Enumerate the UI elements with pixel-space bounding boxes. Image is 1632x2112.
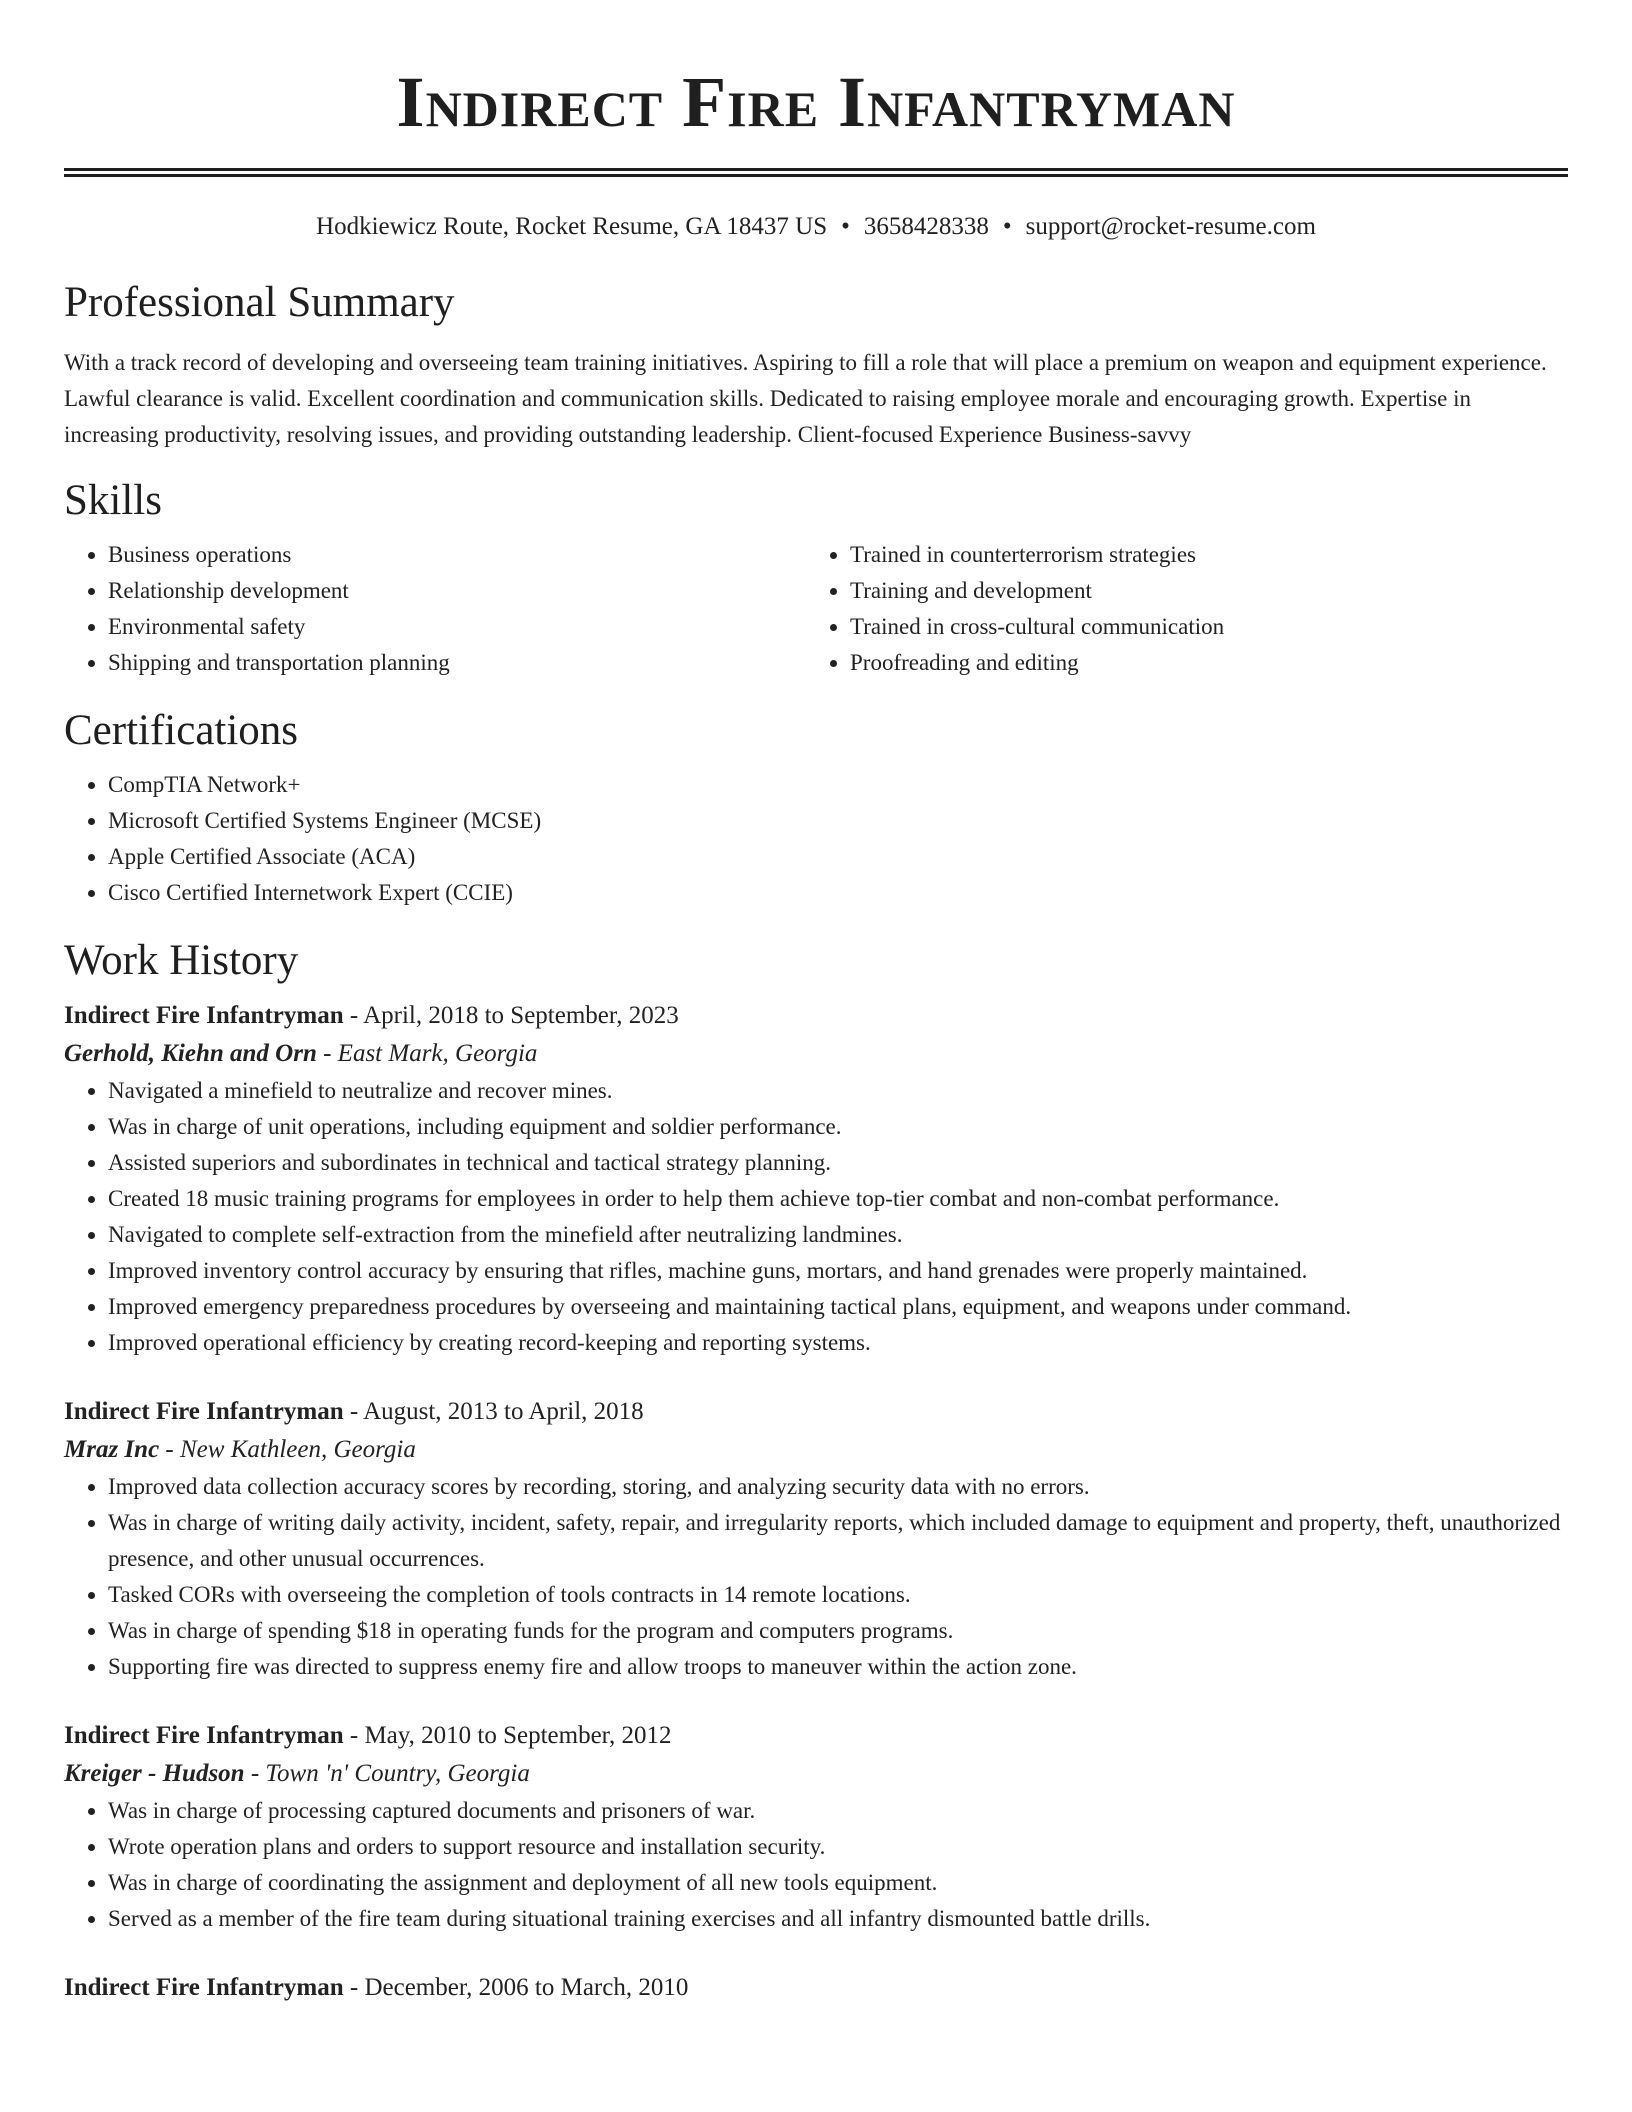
job-duty: • Improved operational efficiency by creating record-keeping and reporting systems. bbox=[108, 1325, 1568, 1361]
skills-column-right bbox=[806, 537, 1548, 681]
job-duties-list bbox=[64, 1073, 1568, 1361]
skills-list-right bbox=[806, 537, 1548, 681]
skill-item: • Environmental safety bbox=[108, 609, 806, 645]
contact-separator: • bbox=[841, 213, 850, 240]
job-location: - Town 'n' Country, Georgia bbox=[244, 1760, 530, 1787]
job-duty: • Navigated a minefield to neutralize and recover mines. bbox=[108, 1073, 1568, 1109]
certifications-heading: Certifications bbox=[64, 707, 299, 754]
skill-item: • Business operations bbox=[108, 537, 806, 573]
skills-list-left bbox=[64, 537, 806, 681]
certification-item: • Cisco Certified Internetwork Expert (CCIE) bbox=[108, 875, 1568, 911]
certification-item: • Microsoft Certified Systems Engineer (MCSE) bbox=[108, 803, 1568, 839]
job-duty: • Was in charge of unit operations, including equipment and soldier performance. bbox=[108, 1109, 1568, 1145]
job-employer bbox=[64, 1035, 1568, 1073]
title-divider bbox=[64, 168, 1568, 177]
job-dates: - April, 2018 to September, 2023 bbox=[343, 1002, 679, 1029]
certification-item: • CompTIA Network+ bbox=[108, 767, 1568, 803]
job-duty: • Was in charge of processing captured documents and prisoners of war. bbox=[108, 1793, 1568, 1829]
job-location: - New Kathleen, Georgia bbox=[159, 1436, 416, 1463]
contact-line bbox=[64, 211, 1568, 243]
job-duty: • Wrote operation plans and orders to support resource and installation security. bbox=[108, 1829, 1568, 1865]
job-dates: - August, 2013 to April, 2018 bbox=[343, 1398, 644, 1425]
job-duty: • Was in charge of spending $18 in operating funds for the program and computers programs. bbox=[108, 1613, 1568, 1649]
job-entry bbox=[64, 1393, 1568, 1685]
job-duties-list bbox=[64, 1793, 1568, 1937]
job-duty: • Served as a member of the fire team during situational training exercises and all infantry dismounted battle drills. bbox=[108, 1901, 1568, 1937]
job-heading bbox=[64, 1969, 1568, 2007]
job-duty: • Improved emergency preparedness procedures by overseeing and maintaining tactical plans, equipment, and weapons under command. bbox=[108, 1289, 1568, 1325]
job-heading bbox=[64, 1393, 1568, 1431]
job-title: Indirect Fire Infantryman bbox=[64, 1002, 344, 1029]
skill-item: • Trained in cross-cultural communication bbox=[850, 609, 1548, 645]
skills-column-left bbox=[64, 537, 806, 681]
job-duties-list bbox=[64, 1469, 1568, 1685]
work-history-heading: Work History bbox=[64, 937, 299, 984]
skills-grid bbox=[64, 537, 1568, 681]
job-company: Mraz Inc bbox=[64, 1436, 160, 1463]
job-company: Gerhold, Kiehn and Orn bbox=[64, 1040, 317, 1067]
job-duty: • Navigated to complete self-extraction from the minefield after neutralizing landmines. bbox=[108, 1217, 1568, 1253]
job-heading bbox=[64, 997, 1568, 1035]
job-entry bbox=[64, 997, 1568, 1361]
job-duty: • Was in charge of coordinating the assignment and deployment of all new tools equipment. bbox=[108, 1865, 1568, 1901]
skill-item: • Relationship development bbox=[108, 573, 806, 609]
job-duty: • Created 18 music training programs for employees in order to help them achieve top-tier combat and non-combat performance. bbox=[108, 1181, 1568, 1217]
job-title: Indirect Fire Infantryman bbox=[64, 1398, 344, 1425]
job-title: Indirect Fire Infantryman bbox=[64, 1974, 344, 2001]
job-entry bbox=[64, 1717, 1568, 1937]
skill-item: • Trained in counterterrorism strategies bbox=[850, 537, 1548, 573]
job-dates: - December, 2006 to March, 2010 bbox=[343, 1974, 689, 2001]
job-title: Indirect Fire Infantryman bbox=[64, 1722, 344, 1749]
job-heading bbox=[64, 1717, 1568, 1755]
job-location: - East Mark, Georgia bbox=[316, 1040, 538, 1067]
resume-title: Indirect Fire Infantryman bbox=[396, 62, 1236, 142]
skill-item: • Training and development bbox=[850, 573, 1548, 609]
summary-heading: Professional Summary bbox=[64, 279, 455, 326]
job-company: Kreiger - Hudson bbox=[64, 1760, 245, 1787]
certifications-list bbox=[64, 767, 1568, 911]
job-duty: • Supporting fire was directed to suppress enemy fire and allow troops to maneuver within the action zone. bbox=[108, 1649, 1568, 1685]
job-duty: • Tasked CORs with overseeing the completion of tools contracts in 14 remote locations. bbox=[108, 1577, 1568, 1613]
contact-address: Hodkiewicz Route, Rocket Resume, GA 18437 US bbox=[316, 213, 828, 240]
job-duty: • Assisted superiors and subordinates in technical and tactical strategy planning. bbox=[108, 1145, 1568, 1181]
summary-text: With a track record of developing and overseeing team training initiatives. Aspiring to fill a role that will place a premium on weapon and equipment experience. Lawful clearance is valid. Excellent coordination and communication skills. Dedicated to raising employee morale and encouraging growth. Expertise in increasing productivity, resolving issues, and providing outstanding leadership. Client-focused Experience Business-savvy bbox=[64, 350, 1547, 447]
contact-separator: • bbox=[1002, 213, 1012, 240]
job-employer bbox=[64, 1431, 1568, 1469]
skill-item: • Shipping and transportation planning bbox=[108, 645, 806, 681]
job-duty: • Was in charge of writing daily activity, incident, safety, repair, and irregularity reports, which included damage to equipment and property, theft, unauthorized presence, and other unusual occurrences. bbox=[108, 1505, 1568, 1577]
job-dates: - May, 2010 to September, 2012 bbox=[343, 1722, 672, 1749]
contact-email: support@rocket-resume.com bbox=[1025, 213, 1316, 240]
skills-heading: Skills bbox=[64, 477, 162, 524]
job-duty: • Improved data collection accuracy scores by recording, storing, and analyzing security data with no errors. bbox=[108, 1469, 1568, 1505]
job-employer bbox=[64, 1755, 1568, 1793]
job-duty: • Improved inventory control accuracy by ensuring that rifles, machine guns, mortars, and hand grenades were properly maintained. bbox=[108, 1253, 1568, 1289]
contact-phone: 3658428338 bbox=[863, 213, 989, 240]
job-entry bbox=[64, 1969, 1568, 2007]
skill-item: • Proofreading and editing bbox=[850, 645, 1548, 681]
certification-item: • Apple Certified Associate (ACA) bbox=[108, 839, 1568, 875]
